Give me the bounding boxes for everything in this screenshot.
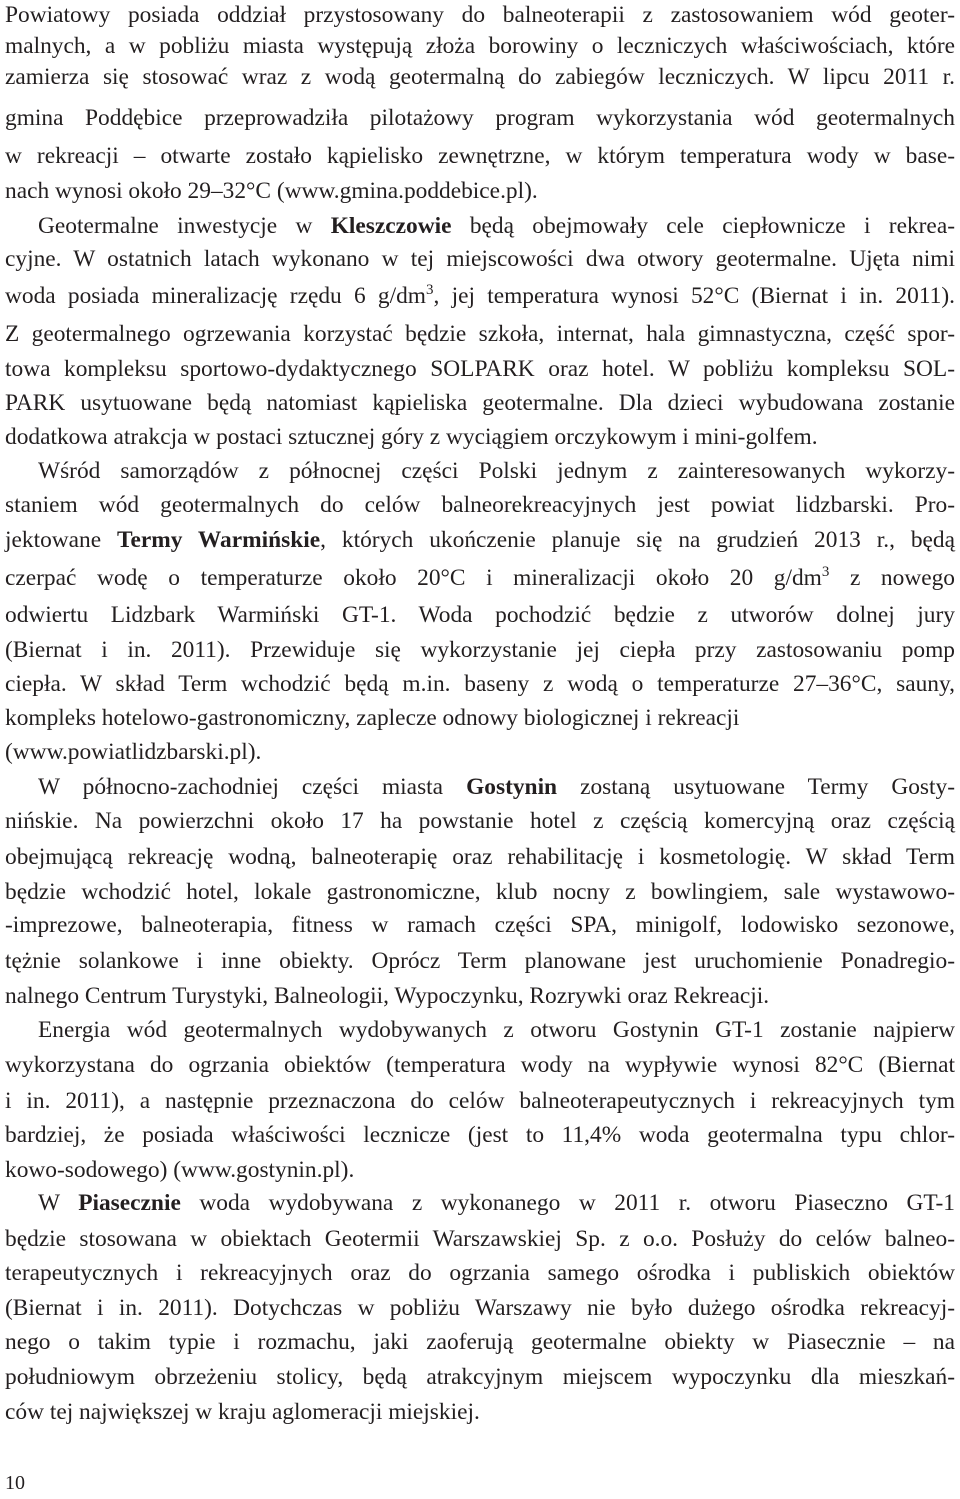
text-line: obejmującą rekreację wodną, balneoterapię oraz rehabilitację i kosmetologię. W skład Term — [5, 844, 955, 870]
text-line: nalnego Centrum Turystyki, Balneologii, Wypoczynku, Rozrywki oraz Rekreacji. — [5, 983, 770, 1009]
text-line: kompleks hotelowo-gastronomiczny, zaplecze odnowy biologicznej i rekreacji — [5, 705, 740, 731]
text-line: -imprezowe, balneoterapia, fitness w ramach części SPA, minigolf, lodowisko sezonowe, — [5, 912, 955, 938]
text-run: będą obejmowały cele ciepłownicze i rekrea- — [451, 213, 955, 239]
text-run: z nowego — [829, 565, 955, 591]
text-run: jektowane — [5, 527, 118, 553]
text-line: gmina Poddębice przeprowadziła pilotażowy program wykorzystania wód geotermalnych — [5, 105, 955, 131]
text-line: będzie stosowana w obiektach Geotermii Warszawskiej Sp. z o.o. Posłuży do celów balneo- — [5, 1226, 955, 1252]
text-line: PARK usytuowane będą natomiast kąpieliska geotermalne. Dla dzieci wybudowana zostanie — [5, 390, 955, 416]
place-name-gostynin: Gostynin — [466, 774, 558, 800]
text-line: ców tej największej w kraju aglomeracji miejskiej. — [5, 1399, 480, 1425]
text-line: nińskie. Na powierzchni około 17 ha powstanie hotel z częścią komercyjną oraz częścią — [5, 808, 955, 834]
text-line — [5, 563, 955, 593]
text-line: kowo-sodowego) (www.gostynin.pl). — [5, 1157, 355, 1183]
text-run: woda posiada mineralizację rzędu 6 g/dm — [5, 283, 426, 309]
text-line: Powiatowy posiada oddział przystosowany do balneoterapii z zastosowaniem wód geoter- — [5, 2, 955, 28]
text-line: ciepła. W skład Term wchodzić będą m.in. baseny z wodą o temperaturze 27–36°C, sauny, — [5, 671, 955, 697]
text-run: woda wydobywana z wykonanego w 2011 r. otworu Piaseczno GT-1 — [180, 1190, 955, 1216]
text-run: , jej temperatura wynosi 52°C (Biernat i in. 2011). — [433, 283, 955, 309]
text-run: W północno-zachodniej części miasta — [38, 774, 467, 800]
page-number: 10 — [5, 1472, 25, 1494]
text-run: W — [38, 1190, 79, 1216]
text-line — [5, 211, 955, 241]
text-run: zostaną usytuowane Termy Gosty- — [557, 774, 955, 800]
place-name-kleszczow: Kleszczowie — [330, 213, 452, 239]
text-line: wykorzystana do ogrzania obiektów (temperatura wody na wypływie wynosi 82°C (Biernat — [5, 1052, 955, 1078]
text-line: Z geotermalnego ogrzewania korzystać będzie szkoła, internat, hala gimnastyczna, część spor- — [5, 321, 955, 347]
place-name-piaseczno: Piasecznie — [78, 1190, 181, 1216]
text-line: w rekreacji – otwarte zostało kąpielisko zewnętrzne, w którym temperatura wody w base- — [5, 143, 955, 169]
text-line: dodatkowa atrakcja w postaci sztucznej góry z wyciągiem orczykowym i mini-golfem. — [5, 424, 818, 450]
text-line: cyjne. W ostatnich latach wykonano w tej miejscowości dwa otwory geotermalne. Ujęta nimi — [5, 246, 955, 272]
text-line: południowym obrzeżeniu stolicy, będą atrakcyjnym miejscem wypoczynku dla mieszkań- — [5, 1364, 955, 1390]
text-run: Geotermalne inwestycje w — [38, 213, 331, 239]
text-line: (www.powiatlidzbarski.pl). — [5, 739, 262, 765]
text-line: (Biernat i in. 2011). Dotychczas w pobliżu Warszawy nie było dużego ośrodka rekreacyj- — [5, 1295, 955, 1321]
text-line: odwiertu Lidzbark Warmiński GT-1. Woda pochodzić będzie z utworów dolnej jury — [5, 602, 955, 628]
text-line: bardziej, że posiada właściwości lecznicze (jest to 11,4% woda geotermalna typu chlor- — [5, 1122, 955, 1148]
text-line — [5, 281, 955, 311]
text-line: malnych, a w pobliżu miasta występują złoża borowiny o leczniczych właściwościach, które — [5, 33, 955, 59]
text-line: nach wynosi około 29–32°C (www.gmina.poddebice.pl). — [5, 178, 538, 204]
text-line — [5, 525, 955, 555]
text-line: i in. 2011), a następnie przeznaczona do celów balneoterapeutycznych i rekreacyjnych tym — [5, 1088, 955, 1114]
text-line: (Biernat i in. 2011). Przewiduje się wykorzystanie jej ciepła przy zastosowaniu pomp — [5, 637, 955, 663]
text-line: nego o takim typie i rozmachu, jaki zaoferują geotermalne obiekty w Piasecznie – na — [5, 1329, 955, 1355]
text-line — [5, 772, 955, 802]
superscript: 3 — [821, 564, 830, 580]
text-line: towa kompleksu sportowo-dydaktycznego SOLPARK oraz hotel. W pobliżu kompleksu SOL- — [5, 356, 955, 382]
text-line: Wśród samorządów z północnej części Polski jednym z zainteresowanych wykorzy- — [38, 458, 955, 484]
text-line: Energia wód geotermalnych wydobywanych z otworu Gostynin GT-1 zostanie najpierw — [38, 1017, 955, 1043]
text-run: , których ukończenie planuje się na grudzień 2013 r., będą — [320, 527, 956, 553]
text-line: terapeutycznych i rekreacyjnych oraz do ogrzania samego ośrodka i publiskich obiektów — [5, 1260, 955, 1286]
text-line: tężnie solankowe i inne obiekty. Oprócz Term planowane jest uruchomienie Ponadregio- — [5, 948, 955, 974]
text-line: staniem wód geotermalnych do celów balneorekreacyjnych jest powiat lidzbarski. Pro- — [5, 492, 955, 518]
text-line: zamierza się stosować wraz z wodą geotermalną do zabiegów leczniczych. W lipcu 2011 r. — [5, 64, 955, 90]
superscript: 3 — [426, 282, 434, 298]
resort-name-termy-warminskie: Termy Warmińskie — [117, 527, 321, 553]
text-run: czerpać wodę o temperaturze około 20°C i mineralizacji około 20 g/dm — [5, 565, 822, 591]
text-line — [5, 1188, 955, 1218]
text-line: będzie wchodzić hotel, lokale gastronomiczne, klub nocny z bowlingiem, sale wystawowo- — [5, 879, 955, 905]
